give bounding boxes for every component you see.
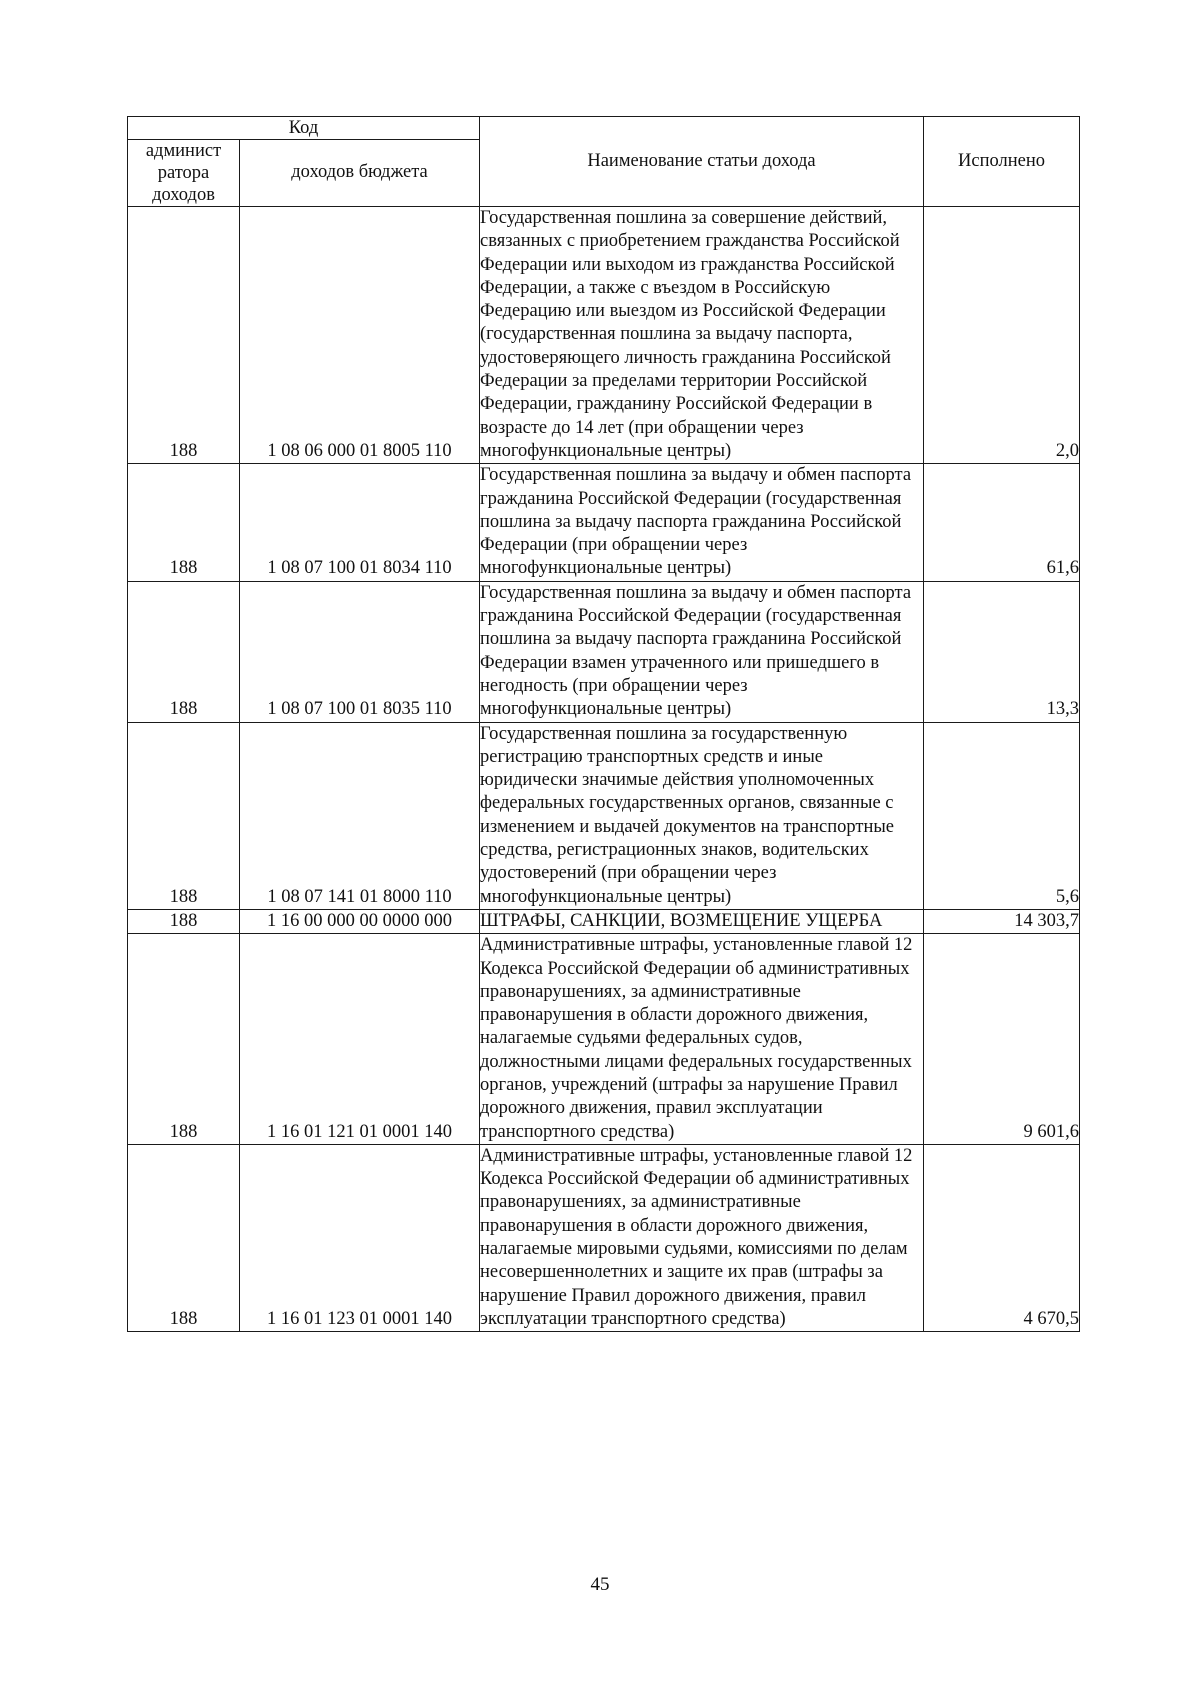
executed-amount-cell: 2,0: [924, 207, 1080, 464]
income-name-cell: Государственная пошлина за выдачу и обмен паспорта гражданина Российской Федерации (государственная пошлина за выдачу паспорта гражданина Российской Федерации (при обращении через многофункциональные центры): [480, 464, 924, 581]
income-code-cell: 1 16 01 123 01 0001 140: [240, 1144, 480, 1331]
header-code-group: Код: [128, 117, 480, 140]
admin-code-cell: 188: [128, 722, 240, 909]
admin-code-cell: 188: [128, 934, 240, 1145]
header-administrator: админист ратора доходов: [128, 140, 240, 207]
executed-amount-cell: 4 670,5: [924, 1144, 1080, 1331]
income-code-cell: 1 08 07 141 01 8000 110: [240, 722, 480, 909]
header-executed: Исполнено: [924, 117, 1080, 207]
income-code-cell: 1 16 00 000 00 0000 000: [240, 909, 480, 933]
table-row: [128, 464, 1080, 581]
table-row: [128, 581, 1080, 722]
admin-code-cell: 188: [128, 464, 240, 581]
income-code-cell: 1 08 07 100 01 8034 110: [240, 464, 480, 581]
income-name-cell: Государственная пошлина за совершение действий, связанных с приобретением гражданства Российской Федерации или выходом из гражданства Российской Федерации, а также с въездом в Российскую Федерацию или выездом из Российской Федерации (государственная пошлина за выдачу паспорта, удостоверяющего личность гражданина Российской Федерации за пределами территории Российской Федерации, гражданину Российской Федерации в возрасте до 14 лет (при обращении через многофункциональные центры): [480, 207, 924, 464]
admin-code-cell: 188: [128, 207, 240, 464]
admin-code-cell: 188: [128, 581, 240, 722]
income-name-cell: Административные штрафы, установленные главой 12 Кодекса Российской Федерации об административных правонарушениях, за административные правонарушения в области дорожного движения, налагаемые судьями федеральных судов, должностными лицами федеральных государственных органов, учреждений (штрафы за нарушение Правил дорожного движения, правил эксплуатации транспортного средства): [480, 934, 924, 1145]
income-code-cell: 1 16 01 121 01 0001 140: [240, 934, 480, 1145]
income-code-cell: 1 08 06 000 01 8005 110: [240, 207, 480, 464]
income-name-cell: Административные штрафы, установленные главой 12 Кодекса Российской Федерации об административных правонарушениях, за административные правонарушения в области дорожного движения, налагаемые мировыми судьями, комиссиями по делам несовершеннолетних и защите их прав (штрафы за нарушение Правил дорожного движения, правил эксплуатации транспортного средства): [480, 1144, 924, 1331]
header-income-name: Наименование статьи дохода: [480, 117, 924, 207]
revenue-table: [127, 116, 1080, 1332]
executed-amount-cell: 13,3: [924, 581, 1080, 722]
executed-amount-cell: 5,6: [924, 722, 1080, 909]
income-name-cell: Государственная пошлина за выдачу и обмен паспорта гражданина Российской Федерации (государственная пошлина за выдачу паспорта гражданина Российской Федерации взамен утраченного или пришедшего в негодность (при обращении через многофункциональные центры): [480, 581, 924, 722]
income-name-cell: Государственная пошлина за государственную регистрацию транспортных средств и иные юридически значимые действия уполномоченных федеральных государственных органов, связанные с изменением и выдачей документов на транспортные средства, регистрационных знаков, водительских удостоверений (при обращении через многофункциональные центры): [480, 722, 924, 909]
table-row: [128, 909, 1080, 933]
table-row: [128, 722, 1080, 909]
executed-amount-cell: 61,6: [924, 464, 1080, 581]
income-code-cell: 1 08 07 100 01 8035 110: [240, 581, 480, 722]
income-name-cell: ШТРАФЫ, САНКЦИИ, ВОЗМЕЩЕНИЕ УЩЕРБА: [480, 909, 924, 933]
header-income-code: доходов бюджета: [240, 140, 480, 207]
table-row: [128, 934, 1080, 1145]
table-body: [128, 207, 1080, 1332]
admin-code-cell: 188: [128, 1144, 240, 1331]
table-header: [128, 117, 1080, 207]
admin-code-cell: 188: [128, 909, 240, 933]
table-row: [128, 1144, 1080, 1331]
executed-amount-cell: 14 303,7: [924, 909, 1080, 933]
table-row: [128, 207, 1080, 464]
executed-amount-cell: 9 601,6: [924, 934, 1080, 1145]
page-number: 45: [590, 1574, 610, 1595]
